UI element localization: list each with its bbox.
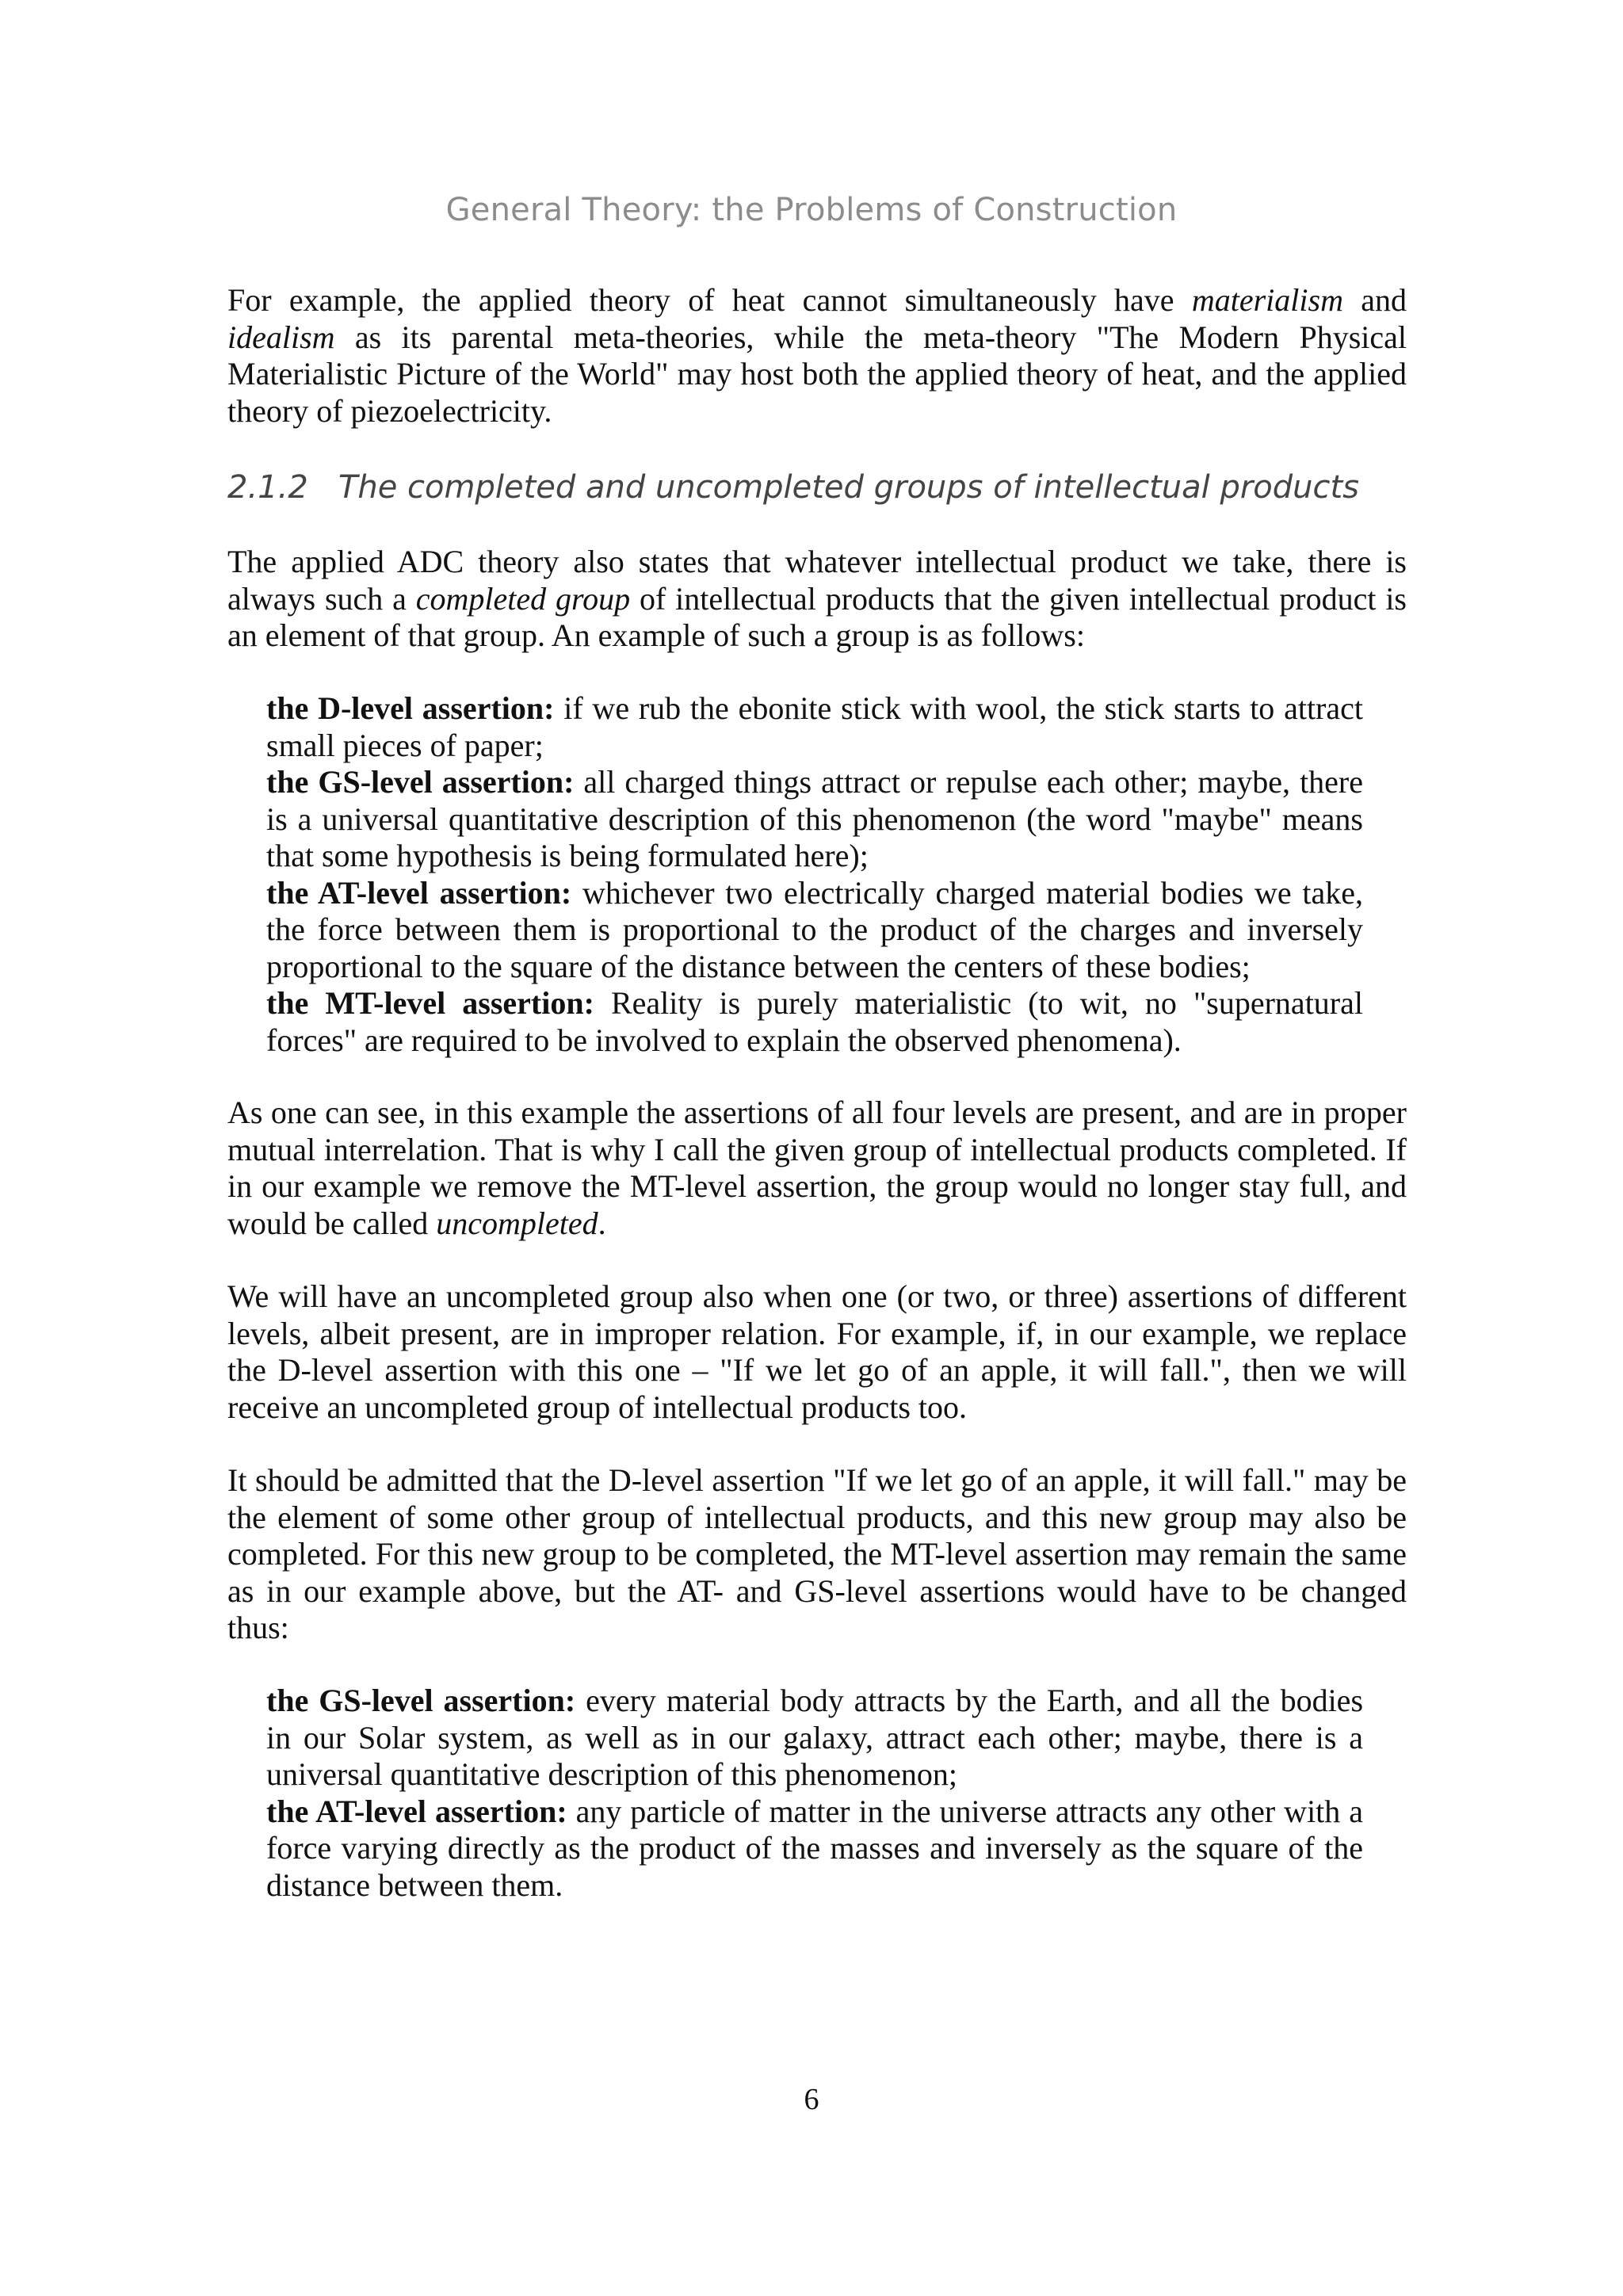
assertion-item: the GS-level assertion: every material body attracts by the Earth, and all the bodies in our Solar system, as well as in our galaxy, attract each other; maybe, there is a universal quantitative description of this phenomenon; [266,1683,1364,1792]
assertion-item: the AT-level assertion: any particle of matter in the universe attracts any other with a force varying directly as the product of the masses and inversely as the square of the distance between them. [266,1793,1364,1903]
emphasis-materialism: materialism [1191,282,1343,318]
assertion-label: the MT-level assertion: [266,985,594,1021]
assertion-item: the MT-level assertion: Reality is purely materialistic (to wit, no "supernatural forces" are required to be involved to explain the observed phenomena). [266,985,1363,1058]
assertion-label: the D-level assertion: [266,690,555,726]
example-block-gravity [266,1683,1363,1904]
assertion-item: the D-level assertion: if we rub the ebonite stick with wool, the stick starts to attract small pieces of paper; [266,690,1363,763]
emphasis-idealism: idealism [227,319,335,355]
assertion-item: the GS-level assertion: all charged things attract or repulse each other; maybe, there is a universal quantitative description of this phenomenon (the word "maybe" means that some hypothesis is being formulated here); [266,764,1364,873]
assertion-item: the AT-level assertion: whichever two electrically charged material bodies we take, the force between them is proportional to the product of the charges and inversely proportional to the square of the distance between the centers of these bodies; [266,874,1364,984]
assertion-label: the AT-level assertion: [266,874,572,911]
paragraph-apple-group: It should be admitted that the D-level assertion "If we let go of an apple, it will fall." may be the element of some other group of intellectual products, and this new group may also be completed. For this new group to be completed, the MT-level assertion may remain the same as in our example above, but the AT- and GS-level assertions would have to be changed thus: [227,1462,1407,1645]
emphasis-completed-group: completed group [415,580,631,617]
paragraph-four-levels: As one can see, in this example the assertions of all four levels are present, and are in proper mutual interrelation. That is why I call the given group of intellectual products completed. If in our example we remove the MT-level assertion, the group would no longer stay full, and would be called uncompleted. [227,1095,1407,1241]
paragraph-completed-group-intro: The applied ADC theory also states that whatever intellectual product we take, there is always such a completed group of intellectual products that the given intellectual product is an element of that group. An example of such a group is as follows: [227,544,1407,653]
paragraph-heat-theory: For example, the applied theory of heat cannot simultaneously have materialism and idealism as its parental meta-theories, while the meta-theory "The Modern Physical Materialistic Picture of the World" may host both the applied theory of heat, and the applied theory of piezoelectricity. [227,282,1407,429]
section-number: 2.1.2 [227,469,308,506]
example-block-electric [266,690,1363,1059]
assertion-label: the AT-level assertion: [266,1793,567,1829]
page-number: 6 [804,2083,819,2116]
section-title: The completed and uncompleted groups of intellectual products [338,469,1360,506]
assertion-label: the GS-level assertion: [266,1683,576,1718]
assertion-label: the GS-level assertion: [266,764,575,800]
paragraph-uncompleted-group: We will have an uncompleted group also when one (or two, or three) assertions of different levels, albeit present, are in improper relation. For example, if, in our example, we replace the D-level assertion with this one – "If we let go of an apple, it will fall.", then we will receive an uncompleted group of intellectual products too. [227,1278,1407,1425]
section-heading [227,469,1416,506]
running-header: General Theory: the Problems of Construction [445,192,1178,228]
emphasis-uncompleted: uncompleted [436,1205,598,1241]
